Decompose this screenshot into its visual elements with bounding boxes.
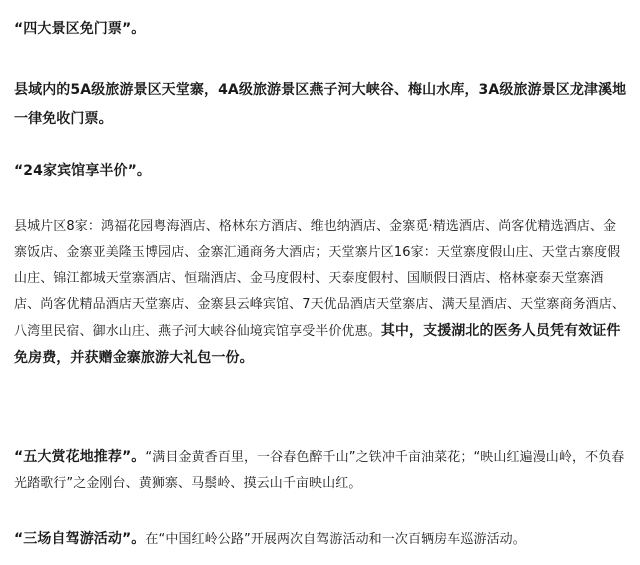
paragraph-hotel-list (14, 214, 628, 372)
self-drive-heading: “三场自驾游活动”。 (14, 531, 146, 547)
medical-staff-offer-text: 其中，支援湖北的医务人员凭有效证件免房费，并获赠金寨旅游大礼包一份。 (14, 323, 621, 366)
flower-spots-text: “满目金黄香百里，一谷春色醉千山”之铁冲千亩油菜花；“映山红遍漫山岭，不负春光踏歌行”之金刚台、黄狮寨、马鬃岭、摸云山千亩映山红。 (14, 450, 625, 491)
heading-free-tickets (14, 16, 628, 43)
paragraph-self-drive (14, 526, 628, 553)
flower-spots-heading: “五大赏花地推荐”。 (14, 449, 146, 465)
hotel-list-text: 县城片区8家：鸿福花园粤海酒店、格林东方酒店、维也纳酒店、金寨觅·精选酒店、尚客优精选酒店、金寨饭店、金寨亚美隆玉博园店、金寨汇通商务大酒店；天堂寨片区16家：天堂寨度假山庄、天堂古寨度假山庄、锦江都城天堂寨酒店、恒瑞酒店、金马度假村、天泰度假村、国顺假日酒店、格林豪泰天堂寨酒店、尚客优精品酒店天堂寨店、金寨县云峰宾馆、7天优品酒店天堂寨店、满天星酒店、天堂寨商务酒店、八湾里民宿、御水山庄、燕子河大峡谷仙境宾馆享受半价优惠。 (14, 219, 625, 339)
heading-free-tickets-text: “四大景区免门票”。 (14, 21, 146, 37)
heading-hotels-half-price (14, 158, 628, 185)
self-drive-text: 在“中国红岭公路”开展两次自驾游活动和一次百辆房车巡游活动。 (145, 532, 526, 547)
paragraph-scenic-areas-text: 县域内的5A级旅游景区天堂寨，4A级旅游景区燕子河大峡谷、梅山水库，3A级旅游景区龙津溪地一律免收门票。 (14, 82, 627, 127)
paragraph-scenic-areas (14, 76, 628, 134)
paragraph-flower-spots (14, 444, 628, 497)
heading-hotels-half-price-text: “24家宾馆享半价”。 (14, 163, 151, 179)
